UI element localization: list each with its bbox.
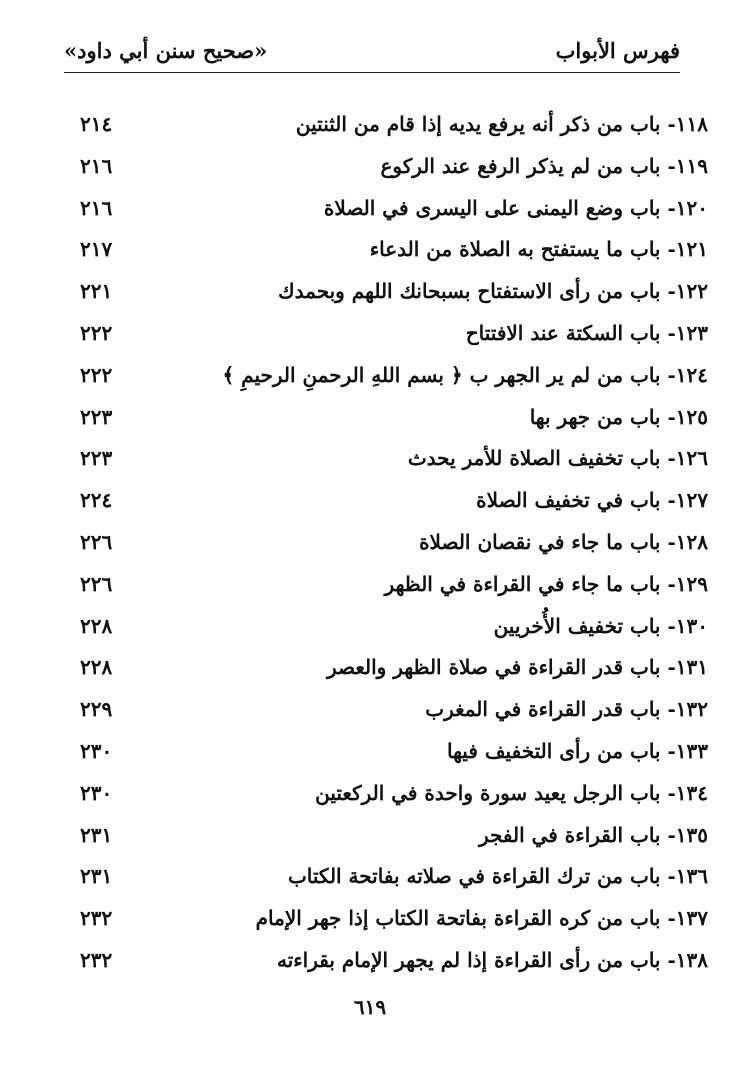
- toc-entry-page-number: ٢٢٦: [80, 529, 113, 554]
- toc-entry: [80, 777, 708, 819]
- toc-entry: [80, 108, 708, 150]
- toc-entry-title: ١٢٥- باب من جهر بها: [529, 404, 708, 429]
- toc-entry-title: ١٣١- باب قدر القراءة في صلاة الظهر والعصر: [327, 655, 708, 680]
- toc-entry-page-number: ٢٢٨: [80, 655, 113, 680]
- toc-entry: [80, 484, 708, 526]
- toc-entry-page-number: ٢٣٠: [80, 780, 113, 805]
- toc-entry: [80, 192, 708, 234]
- page-number: ٦١٩: [353, 995, 387, 1019]
- toc-entry-page-number: ٢٢٣: [80, 446, 113, 471]
- toc-entry: [80, 275, 708, 317]
- toc-entry-page-number: ٢٣٢: [80, 906, 113, 931]
- toc-entry-title: ١٣٤- باب الرجل يعيد سورة واحدة في الركعتين: [315, 780, 708, 805]
- section-title: فهرس الأبواب: [555, 38, 680, 63]
- toc-entry: [80, 610, 708, 652]
- toc-entry-title: ١٢٦- باب تخفيف الصلاة للأمر يحدث: [407, 446, 708, 471]
- toc-entry-page-number: ٢٢٢: [80, 362, 113, 387]
- toc-entry-title: ١٣٥- باب القراءة في الفجر: [478, 822, 708, 847]
- toc-entry-title: ١١٨- باب من ذكر أنه يرفع يديه إذا قام من الثنتين: [295, 112, 708, 136]
- toc-entry-title: ١٣٧- باب من كره القراءة بفاتحة الكتاب إذا جهر الإمام: [255, 906, 708, 931]
- toc-entry-title: ١٣٨- باب من رأى القراءة إذا لم يجهر الإمام بقراءته: [276, 947, 708, 972]
- toc-entry-title: ١١٩- باب من لم يذكر الرفع عند الركوع: [380, 153, 708, 178]
- toc-entry-title: ١٢٨- باب ما جاء في نقصان الصلاة: [419, 529, 708, 554]
- toc-entry-title: ١٢٠- باب وضع اليمنى على اليسرى في الصلاة: [323, 195, 708, 220]
- toc-entry: [80, 860, 708, 902]
- toc-entry-page-number: ٢٢٢: [80, 320, 113, 345]
- toc-entry: [80, 359, 708, 401]
- book-title: «صحيح سنن أبي داود»: [64, 38, 268, 63]
- toc-entry: [80, 902, 708, 944]
- toc-entry-page-number: ٢٢٣: [80, 404, 113, 429]
- toc-entry-page-number: ٢٣٠: [80, 738, 113, 763]
- toc-entry: [80, 401, 708, 443]
- toc-entry: [80, 651, 708, 693]
- header-rule: [64, 72, 680, 73]
- toc-entry: [80, 568, 708, 610]
- toc-entry-page-number: ٢٢٨: [80, 613, 113, 638]
- toc-entry: [80, 317, 708, 359]
- toc-entry: [80, 819, 708, 861]
- toc-entry-title: ١٢٩- باب ما جاء في القراءة في الظهر: [384, 571, 708, 596]
- toc-entry-page-number: ٢٢١: [80, 279, 113, 304]
- toc-entry-page-number: ٢٢٤: [80, 488, 113, 513]
- toc-entry-page-number: ٢٣١: [80, 822, 113, 847]
- toc-entry: [80, 526, 708, 568]
- toc-entry: [80, 233, 708, 275]
- toc-entry-page-number: ٢١٤: [80, 112, 113, 136]
- toc-entry-page-number: ٢٣٢: [80, 947, 113, 972]
- toc-entry: [80, 150, 708, 192]
- toc-entry-page-number: ٢١٧: [80, 237, 113, 262]
- table-of-contents: [80, 108, 708, 986]
- toc-entry-page-number: ٢٣١: [80, 864, 113, 889]
- toc-entry-title: ١٣٠- باب تخفيف الأُخريين: [493, 613, 708, 638]
- toc-entry-page-number: ٢١٦: [80, 195, 113, 220]
- toc-entry-page-number: ٢٢٦: [80, 571, 113, 596]
- toc-entry-title: ١٣٢- باب قدر القراءة في المغرب: [425, 697, 708, 722]
- toc-entry-title: ١٢٧- باب في تخفيف الصلاة: [476, 488, 708, 513]
- toc-entry: [80, 693, 708, 735]
- toc-entry: [80, 944, 708, 986]
- running-header: [64, 34, 680, 74]
- toc-entry-title: ١٢١- باب ما يستفتح به الصلاة من الدعاء: [369, 237, 708, 262]
- toc-entry: [80, 735, 708, 777]
- toc-entry-title: ١٢٢- باب من رأى الاستفتاح بسبحانك اللهم وبحمدك: [278, 279, 708, 304]
- toc-entry-title: ١٣٦- باب من ترك القراءة في صلاته بفاتحة الكتاب: [287, 864, 708, 889]
- toc-entry-page-number: ٢١٦: [80, 153, 113, 178]
- toc-entry-page-number: ٢٢٩: [80, 697, 113, 722]
- toc-entry-title: ١٢٣- باب السكتة عند الافتتاح: [465, 320, 708, 345]
- toc-entry-title: ١٢٤- باب من لم ير الجهر ب ﴿ بسم اللهِ الرحمنِ الرحيمِ ﴾: [222, 362, 708, 387]
- toc-entry: [80, 442, 708, 484]
- toc-entry-title: ١٣٣- باب من رأى التخفيف فيها: [446, 738, 708, 763]
